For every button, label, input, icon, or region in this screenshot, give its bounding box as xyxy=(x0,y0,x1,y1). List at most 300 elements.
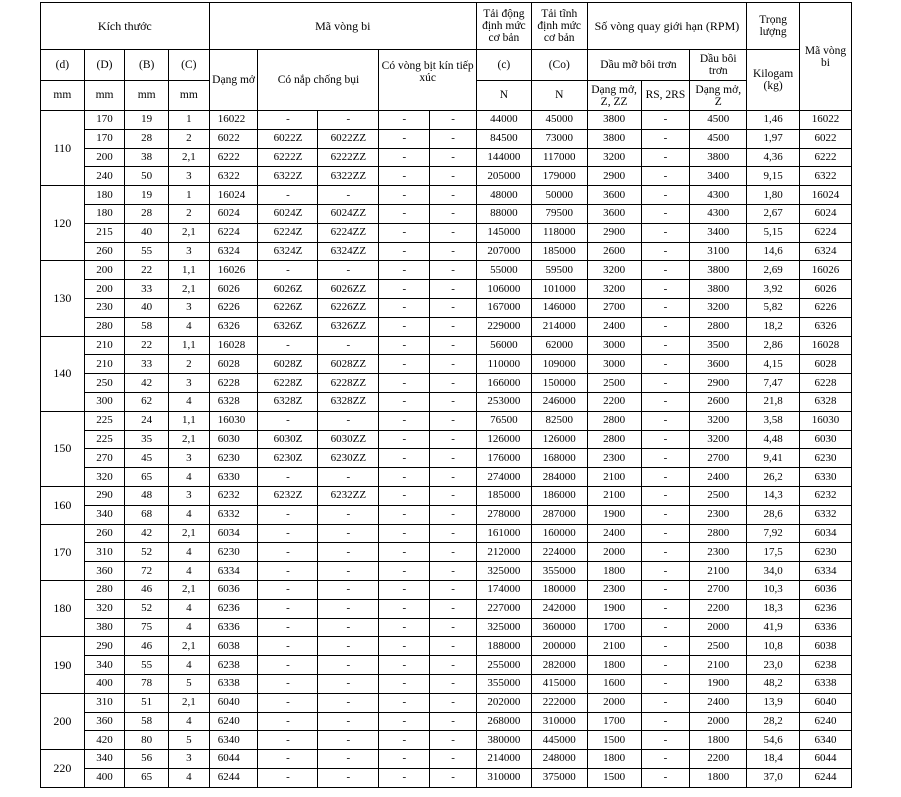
oil-speed-cell: 2600 xyxy=(690,392,747,411)
grease-speed-cell: 2900 xyxy=(587,167,641,186)
outer-diameter-cell: 340 xyxy=(84,656,125,675)
bore-diameter-cell: 120 xyxy=(41,186,85,261)
grease-speed-cell: 2800 xyxy=(587,430,641,449)
chamfer-cell: 2,1 xyxy=(169,580,210,599)
dynamic-load-cell: 88000 xyxy=(476,204,531,223)
static-load-cell: 179000 xyxy=(531,167,587,186)
static-load-cell: 310000 xyxy=(531,712,587,731)
table-row xyxy=(41,580,852,599)
shield-zz-code-cell: 6322ZZ xyxy=(318,167,379,186)
outer-diameter-cell: 250 xyxy=(84,374,125,393)
outer-diameter-cell: 320 xyxy=(84,468,125,487)
chamfer-cell: 2,1 xyxy=(169,637,210,656)
seal-speed-cell: - xyxy=(641,750,690,769)
seal-rs-code-cell: - xyxy=(379,355,430,374)
oil-speed-cell: 4500 xyxy=(690,129,747,148)
dynamic-load-cell: 126000 xyxy=(476,430,531,449)
width-cell: 45 xyxy=(125,449,169,468)
shield-zz-code-cell: 6024ZZ xyxy=(318,204,379,223)
oil-speed-cell: 3500 xyxy=(690,336,747,355)
grease-speed-cell: 3000 xyxy=(587,355,641,374)
header-c-load: (c) xyxy=(476,50,531,81)
chamfer-cell: 2 xyxy=(169,355,210,374)
shield-z-code-cell: 6024Z xyxy=(258,204,318,223)
open-code-cell: 6026 xyxy=(209,280,258,299)
weight-cell: 4,48 xyxy=(747,430,800,449)
dynamic-load-cell: 212000 xyxy=(476,543,531,562)
bearing-code-cell: 6232 xyxy=(800,486,852,505)
grease-speed-cell: 2300 xyxy=(587,449,641,468)
oil-speed-cell: 2300 xyxy=(690,543,747,562)
width-cell: 33 xyxy=(125,280,169,299)
weight-cell: 4,36 xyxy=(747,148,800,167)
seal-2rs-code-cell: - xyxy=(430,693,477,712)
dynamic-load-cell: 167000 xyxy=(476,298,531,317)
seal-rs-code-cell: - xyxy=(379,111,430,130)
header-rs-2rs: RS, 2RS xyxy=(641,81,690,111)
table-row xyxy=(41,468,852,487)
shield-zz-code-cell: - xyxy=(318,336,379,355)
static-load-cell: 282000 xyxy=(531,656,587,675)
seal-rs-code-cell: - xyxy=(379,693,430,712)
seal-2rs-code-cell: - xyxy=(430,317,477,336)
weight-cell: 1,97 xyxy=(747,129,800,148)
shield-z-code-cell: 6324Z xyxy=(258,242,318,261)
weight-cell: 34,0 xyxy=(747,562,800,581)
shield-z-code-cell: - xyxy=(258,712,318,731)
width-cell: 19 xyxy=(125,111,169,130)
oil-speed-cell: 4300 xyxy=(690,186,747,205)
seal-speed-cell: - xyxy=(641,186,690,205)
chamfer-cell: 3 xyxy=(169,750,210,769)
chamfer-cell: 4 xyxy=(169,768,210,787)
oil-speed-cell: 3200 xyxy=(690,298,747,317)
unit-N-static: N xyxy=(531,81,587,111)
oil-speed-cell: 2300 xyxy=(690,505,747,524)
open-code-cell: 6232 xyxy=(209,486,258,505)
table-body xyxy=(41,111,852,788)
grease-speed-cell: 1700 xyxy=(587,712,641,731)
static-load-cell: 101000 xyxy=(531,280,587,299)
dynamic-load-cell: 56000 xyxy=(476,336,531,355)
seal-rs-code-cell: - xyxy=(379,430,430,449)
unit-N-dynamic: N xyxy=(476,81,531,111)
bearing-spec-page xyxy=(40,2,852,788)
chamfer-cell: 4 xyxy=(169,599,210,618)
dynamic-load-cell: 48000 xyxy=(476,186,531,205)
seal-2rs-code-cell: - xyxy=(430,768,477,787)
seal-2rs-code-cell: - xyxy=(430,599,477,618)
outer-diameter-cell: 200 xyxy=(84,280,125,299)
dynamic-load-cell: 310000 xyxy=(476,768,531,787)
seal-2rs-code-cell: - xyxy=(430,505,477,524)
seal-2rs-code-cell: - xyxy=(430,148,477,167)
bearing-code-cell: 6222 xyxy=(800,148,852,167)
weight-cell: 1,46 xyxy=(747,111,800,130)
open-code-cell: 6222 xyxy=(209,148,258,167)
table-row xyxy=(41,298,852,317)
shield-zz-code-cell: - xyxy=(318,618,379,637)
grease-speed-cell: 2700 xyxy=(587,298,641,317)
bearing-code-cell: 6338 xyxy=(800,674,852,693)
bearing-code-cell: 6038 xyxy=(800,637,852,656)
seal-rs-code-cell: - xyxy=(379,148,430,167)
static-load-cell: 150000 xyxy=(531,374,587,393)
chamfer-cell: 2,1 xyxy=(169,223,210,242)
seal-rs-code-cell: - xyxy=(379,674,430,693)
grease-speed-cell: 1900 xyxy=(587,599,641,618)
dynamic-load-cell: 166000 xyxy=(476,374,531,393)
weight-cell: 37,0 xyxy=(747,768,800,787)
outer-diameter-cell: 340 xyxy=(84,505,125,524)
width-cell: 58 xyxy=(125,317,169,336)
grease-speed-cell: 3600 xyxy=(587,204,641,223)
static-load-cell: 117000 xyxy=(531,148,587,167)
seal-speed-cell: - xyxy=(641,280,690,299)
open-code-cell: 6230 xyxy=(209,449,258,468)
seal-2rs-code-cell: - xyxy=(430,167,477,186)
seal-speed-cell: - xyxy=(641,562,690,581)
grease-speed-cell: 2600 xyxy=(587,242,641,261)
seal-speed-cell: - xyxy=(641,336,690,355)
dynamic-load-cell: 145000 xyxy=(476,223,531,242)
weight-cell: 23,0 xyxy=(747,656,800,675)
open-code-cell: 6244 xyxy=(209,768,258,787)
shield-z-code-cell: 6232Z xyxy=(258,486,318,505)
shield-zz-code-cell: - xyxy=(318,580,379,599)
grease-speed-cell: 3200 xyxy=(587,280,641,299)
open-code-cell: 6328 xyxy=(209,392,258,411)
seal-rs-code-cell: - xyxy=(379,543,430,562)
width-cell: 75 xyxy=(125,618,169,637)
chamfer-cell: 4 xyxy=(169,543,210,562)
seal-rs-code-cell: - xyxy=(379,712,430,731)
weight-cell: 2,69 xyxy=(747,261,800,280)
seal-speed-cell: - xyxy=(641,430,690,449)
oil-speed-cell: 1900 xyxy=(690,674,747,693)
seal-speed-cell: - xyxy=(641,111,690,130)
open-code-cell: 6236 xyxy=(209,599,258,618)
oil-speed-cell: 3400 xyxy=(690,223,747,242)
width-cell: 24 xyxy=(125,411,169,430)
weight-cell: 28,6 xyxy=(747,505,800,524)
shield-zz-code-cell: 6328ZZ xyxy=(318,392,379,411)
bearing-code-cell: 16024 xyxy=(800,186,852,205)
width-cell: 58 xyxy=(125,712,169,731)
width-cell: 55 xyxy=(125,656,169,675)
grease-speed-cell: 1800 xyxy=(587,750,641,769)
table-row xyxy=(41,317,852,336)
shield-z-code-cell: - xyxy=(258,599,318,618)
dynamic-load-cell: 278000 xyxy=(476,505,531,524)
shield-zz-code-cell: 6228ZZ xyxy=(318,374,379,393)
open-code-cell: 6036 xyxy=(209,580,258,599)
grease-speed-cell: 2400 xyxy=(587,524,641,543)
shield-zz-code-cell: - xyxy=(318,674,379,693)
width-cell: 72 xyxy=(125,562,169,581)
weight-cell: 10,3 xyxy=(747,580,800,599)
shield-z-code-cell: 6030Z xyxy=(258,430,318,449)
dynamic-load-cell: 355000 xyxy=(476,674,531,693)
grease-speed-cell: 3000 xyxy=(587,336,641,355)
header-kilogam: Kilogam (kg) xyxy=(747,50,800,111)
shield-z-code-cell: - xyxy=(258,111,318,130)
static-load-cell: 185000 xyxy=(531,242,587,261)
bearing-code-cell: 6028 xyxy=(800,355,852,374)
open-code-cell: 6336 xyxy=(209,618,258,637)
shield-z-code-cell: 6026Z xyxy=(258,280,318,299)
seal-2rs-code-cell: - xyxy=(430,186,477,205)
dynamic-load-cell: 227000 xyxy=(476,599,531,618)
bearing-code-cell: 16028 xyxy=(800,336,852,355)
chamfer-cell: 4 xyxy=(169,468,210,487)
bearing-code-cell: 6332 xyxy=(800,505,852,524)
table-row xyxy=(41,411,852,430)
seal-2rs-code-cell: - xyxy=(430,750,477,769)
table-header xyxy=(41,3,852,111)
seal-2rs-code-cell: - xyxy=(430,468,477,487)
outer-diameter-cell: 260 xyxy=(84,524,125,543)
seal-rs-code-cell: - xyxy=(379,411,430,430)
open-code-cell: 6238 xyxy=(209,656,258,675)
seal-rs-code-cell: - xyxy=(379,524,430,543)
shield-z-code-cell: - xyxy=(258,336,318,355)
header-B: (B) xyxy=(125,50,169,81)
outer-diameter-cell: 360 xyxy=(84,712,125,731)
bearing-code-cell: 6322 xyxy=(800,167,852,186)
seal-speed-cell: - xyxy=(641,656,690,675)
bearing-code-cell: 6324 xyxy=(800,242,852,261)
seal-speed-cell: - xyxy=(641,242,690,261)
oil-speed-cell: 2900 xyxy=(690,374,747,393)
static-load-cell: 45000 xyxy=(531,111,587,130)
bearing-code-cell: 16026 xyxy=(800,261,852,280)
header-tai-dong: Tải động định mức cơ bản xyxy=(476,3,531,50)
weight-cell: 26,2 xyxy=(747,468,800,487)
header-C: (C) xyxy=(169,50,210,81)
open-code-cell: 6230 xyxy=(209,543,258,562)
table-row xyxy=(41,430,852,449)
open-code-cell: 16028 xyxy=(209,336,258,355)
chamfer-cell: 3 xyxy=(169,167,210,186)
seal-2rs-code-cell: - xyxy=(430,355,477,374)
seal-2rs-code-cell: - xyxy=(430,242,477,261)
header-ma-vong-bi: Mã vòng bi xyxy=(209,3,476,50)
shield-z-code-cell: 6226Z xyxy=(258,298,318,317)
seal-rs-code-cell: - xyxy=(379,768,430,787)
outer-diameter-cell: 215 xyxy=(84,223,125,242)
dynamic-load-cell: 325000 xyxy=(476,562,531,581)
seal-speed-cell: - xyxy=(641,486,690,505)
outer-diameter-cell: 290 xyxy=(84,486,125,505)
header-co-load: (Co) xyxy=(531,50,587,81)
grease-speed-cell: 1500 xyxy=(587,731,641,750)
grease-speed-cell: 3800 xyxy=(587,129,641,148)
bearing-code-cell: 6044 xyxy=(800,750,852,769)
bearing-code-cell: 6340 xyxy=(800,731,852,750)
grease-speed-cell: 2900 xyxy=(587,223,641,242)
seal-rs-code-cell: - xyxy=(379,505,430,524)
open-code-cell: 6044 xyxy=(209,750,258,769)
seal-rs-code-cell: - xyxy=(379,317,430,336)
chamfer-cell: 1,1 xyxy=(169,261,210,280)
oil-speed-cell: 1800 xyxy=(690,731,747,750)
seal-speed-cell: - xyxy=(641,392,690,411)
seal-2rs-code-cell: - xyxy=(430,712,477,731)
header-kich-thuoc: Kích thước xyxy=(41,3,210,50)
width-cell: 48 xyxy=(125,486,169,505)
shield-zz-code-cell: - xyxy=(318,750,379,769)
dynamic-load-cell: 255000 xyxy=(476,656,531,675)
chamfer-cell: 3 xyxy=(169,486,210,505)
table-row xyxy=(41,637,852,656)
static-load-cell: 287000 xyxy=(531,505,587,524)
width-cell: 52 xyxy=(125,599,169,618)
static-load-cell: 146000 xyxy=(531,298,587,317)
table-row xyxy=(41,524,852,543)
oil-speed-cell: 2700 xyxy=(690,580,747,599)
oil-speed-cell: 2000 xyxy=(690,618,747,637)
shield-zz-code-cell: 6030ZZ xyxy=(318,430,379,449)
weight-cell: 14,3 xyxy=(747,486,800,505)
width-cell: 28 xyxy=(125,204,169,223)
header-d: (d) xyxy=(41,50,85,81)
unit-B: mm xyxy=(125,81,169,111)
shield-zz-code-cell: - xyxy=(318,186,379,205)
open-code-cell: 6040 xyxy=(209,693,258,712)
grease-speed-cell: 2500 xyxy=(587,374,641,393)
table-row xyxy=(41,336,852,355)
shield-z-code-cell: - xyxy=(258,186,318,205)
shield-zz-code-cell: 6232ZZ xyxy=(318,486,379,505)
shield-zz-code-cell: - xyxy=(318,468,379,487)
shield-z-code-cell: - xyxy=(258,562,318,581)
seal-rs-code-cell: - xyxy=(379,618,430,637)
open-code-cell: 6224 xyxy=(209,223,258,242)
grease-speed-cell: 2100 xyxy=(587,486,641,505)
chamfer-cell: 2 xyxy=(169,129,210,148)
bearing-code-cell: 6230 xyxy=(800,449,852,468)
bearing-code-cell: 16022 xyxy=(800,111,852,130)
weight-cell: 3,92 xyxy=(747,280,800,299)
width-cell: 35 xyxy=(125,430,169,449)
seal-rs-code-cell: - xyxy=(379,599,430,618)
table-row xyxy=(41,111,852,130)
open-code-cell: 6228 xyxy=(209,374,258,393)
grease-speed-cell: 3200 xyxy=(587,148,641,167)
open-code-cell: 6226 xyxy=(209,298,258,317)
header-co-nap: Có nắp chống bụi xyxy=(258,50,379,111)
seal-2rs-code-cell: - xyxy=(430,731,477,750)
dynamic-load-cell: 84500 xyxy=(476,129,531,148)
chamfer-cell: 3 xyxy=(169,242,210,261)
seal-2rs-code-cell: - xyxy=(430,637,477,656)
dynamic-load-cell: 202000 xyxy=(476,693,531,712)
shield-zz-code-cell: - xyxy=(318,524,379,543)
open-code-cell: 6034 xyxy=(209,524,258,543)
chamfer-cell: 4 xyxy=(169,656,210,675)
shield-zz-code-cell: - xyxy=(318,505,379,524)
grease-speed-cell: 2200 xyxy=(587,392,641,411)
dynamic-load-cell: 229000 xyxy=(476,317,531,336)
width-cell: 42 xyxy=(125,374,169,393)
grease-speed-cell: 2100 xyxy=(587,468,641,487)
dynamic-load-cell: 161000 xyxy=(476,524,531,543)
table-row xyxy=(41,167,852,186)
static-load-cell: 445000 xyxy=(531,731,587,750)
open-code-cell: 6334 xyxy=(209,562,258,581)
shield-z-code-cell: 6028Z xyxy=(258,355,318,374)
outer-diameter-cell: 230 xyxy=(84,298,125,317)
dynamic-load-cell: 188000 xyxy=(476,637,531,656)
weight-cell: 48,2 xyxy=(747,674,800,693)
seal-2rs-code-cell: - xyxy=(430,280,477,299)
shield-zz-code-cell: 6226ZZ xyxy=(318,298,379,317)
open-code-cell: 16026 xyxy=(209,261,258,280)
outer-diameter-cell: 280 xyxy=(84,317,125,336)
seal-speed-cell: - xyxy=(641,204,690,223)
table-row xyxy=(41,693,852,712)
chamfer-cell: 2,1 xyxy=(169,430,210,449)
shield-z-code-cell: - xyxy=(258,637,318,656)
weight-cell: 5,82 xyxy=(747,298,800,317)
shield-z-code-cell: - xyxy=(258,543,318,562)
outer-diameter-cell: 225 xyxy=(84,430,125,449)
chamfer-cell: 2,1 xyxy=(169,280,210,299)
shield-zz-code-cell: 6026ZZ xyxy=(318,280,379,299)
oil-speed-cell: 2100 xyxy=(690,562,747,581)
seal-speed-cell: - xyxy=(641,298,690,317)
table-row xyxy=(41,599,852,618)
open-code-cell: 6326 xyxy=(209,317,258,336)
weight-cell: 21,8 xyxy=(747,392,800,411)
shield-z-code-cell: 6328Z xyxy=(258,392,318,411)
width-cell: 78 xyxy=(125,674,169,693)
table-row xyxy=(41,204,852,223)
chamfer-cell: 4 xyxy=(169,505,210,524)
oil-speed-cell: 3800 xyxy=(690,148,747,167)
width-cell: 50 xyxy=(125,167,169,186)
seal-2rs-code-cell: - xyxy=(430,430,477,449)
seal-rs-code-cell: - xyxy=(379,186,430,205)
static-load-cell: 180000 xyxy=(531,580,587,599)
bore-diameter-cell: 190 xyxy=(41,637,85,693)
outer-diameter-cell: 200 xyxy=(84,148,125,167)
seal-speed-cell: - xyxy=(641,317,690,336)
seal-speed-cell: - xyxy=(641,223,690,242)
bearing-code-cell: 6226 xyxy=(800,298,852,317)
weight-cell: 28,2 xyxy=(747,712,800,731)
unit-d: mm xyxy=(41,81,85,111)
width-cell: 56 xyxy=(125,750,169,769)
seal-rs-code-cell: - xyxy=(379,374,430,393)
table-row xyxy=(41,674,852,693)
weight-cell: 5,15 xyxy=(747,223,800,242)
outer-diameter-cell: 310 xyxy=(84,693,125,712)
seal-rs-code-cell: - xyxy=(379,486,430,505)
table-row xyxy=(41,374,852,393)
grease-speed-cell: 1700 xyxy=(587,618,641,637)
seal-2rs-code-cell: - xyxy=(430,562,477,581)
seal-speed-cell: - xyxy=(641,693,690,712)
chamfer-cell: 2,1 xyxy=(169,148,210,167)
dynamic-load-cell: 253000 xyxy=(476,392,531,411)
bearing-code-cell: 6224 xyxy=(800,223,852,242)
oil-speed-cell: 2200 xyxy=(690,750,747,769)
table-row xyxy=(41,750,852,769)
static-load-cell: 214000 xyxy=(531,317,587,336)
seal-rs-code-cell: - xyxy=(379,392,430,411)
